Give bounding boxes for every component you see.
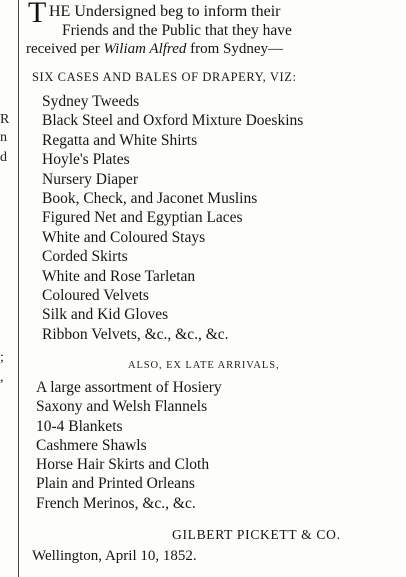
list-item: Plain and Printed Orleans (36, 475, 195, 493)
list-item: Figured Net and Egyptian Laces (42, 209, 243, 227)
intro-line-3 (26, 40, 283, 58)
list-item: French Merinos, &c., &c. (36, 494, 196, 512)
column-rule (18, 0, 19, 577)
intro-line-3-end: from Sydney— (186, 41, 284, 57)
list-item: Corded Skirts (42, 248, 128, 266)
list-item: Regatta and White Shirts (42, 131, 198, 149)
list-item: Horse Hair Skirts and Cloth (36, 456, 210, 474)
list-item: Coloured Velvets (42, 287, 149, 305)
late-arrivals-list (36, 378, 222, 513)
list-item: Black Steel and Oxford Mixture Doeskins (42, 112, 304, 130)
list-item: A large assortment of Hosiery (36, 379, 222, 396)
list-item: Book, Check, and Jaconet Muslins (42, 190, 258, 208)
intro-line-1: HE Undersigned beg to inform their (49, 3, 281, 20)
list-item: Ribbon Velvets, &c., &c., &c. (42, 325, 229, 343)
late-arrivals-heading: ALSO, EX LATE ARRIVALS, (128, 360, 280, 371)
list-item: Nursery Diaper (42, 170, 138, 188)
ship-name: Wiliam Alfred (103, 41, 187, 57)
margin-fragment: n (0, 130, 7, 145)
list-item: Silk and Kid Gloves (42, 306, 169, 324)
intro-line-2: Friends and the Public that they have (62, 22, 292, 39)
margin-fragment: d (0, 150, 7, 165)
intro-line-3-text: received per (26, 41, 104, 57)
list-item: Saxony and Welsh Flannels (36, 398, 208, 416)
margin-fragment: R (0, 112, 10, 127)
list-item: White and Coloured Stays (42, 228, 206, 246)
drop-cap: T (28, 0, 47, 29)
list-item: Sydney Tweeds (42, 93, 140, 110)
list-item: White and Rose Tarletan (42, 267, 196, 285)
merchant-signature: GILBERT PICKETT & CO. (172, 527, 341, 542)
list-item: 10-4 Blankets (36, 417, 123, 435)
margin-fragment: ; (0, 350, 4, 365)
list-item: Cashmere Shawls (36, 436, 147, 454)
drapery-item-list (42, 92, 303, 344)
list-item: Hoyle's Plates (42, 151, 130, 169)
margin-fragment: , (0, 370, 4, 385)
dateline: Wellington, April 10, 1852. (32, 548, 197, 564)
drapery-heading: SIX CASES AND BALES OF DRAPERY, VIZ: (32, 70, 297, 84)
